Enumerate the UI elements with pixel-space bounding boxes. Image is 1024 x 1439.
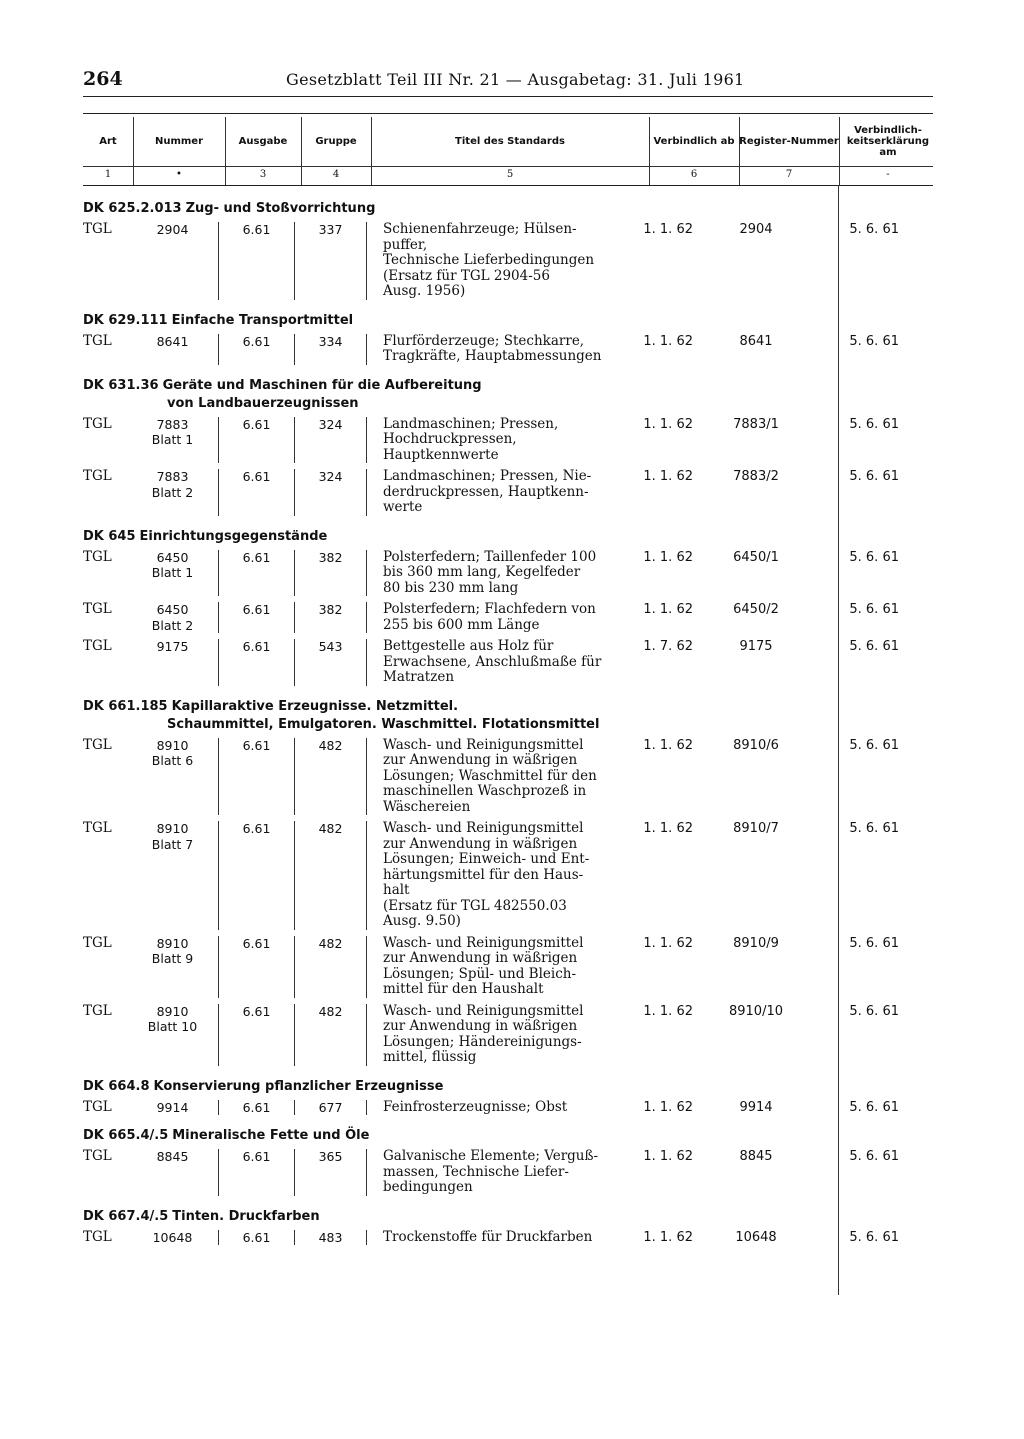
cell-titel: Wasch- und Reinigungsmittel zur Anwendung in wäßrigen Lösungen; Spül- und Bleich- mittel für den Haushalt xyxy=(383,934,584,997)
cell-register: 2904 xyxy=(739,222,773,237)
table-row xyxy=(83,932,938,1000)
col-erklaerung-number: - xyxy=(886,169,890,180)
cell-art: TGL xyxy=(83,1002,112,1019)
col-erklaerung-header: Verbindlich-keitserklärung am xyxy=(846,124,930,158)
cell-art: TGL xyxy=(83,1098,112,1115)
dk-section xyxy=(83,367,938,518)
cell-ausgabe: 6.61 xyxy=(219,1004,295,1066)
cell-verbindlich: 1. 1. 62 xyxy=(643,469,693,484)
dk-title: Einfache Transportmittel xyxy=(171,312,354,328)
cell-nummer: 8641 xyxy=(127,334,219,365)
table-row xyxy=(83,413,938,466)
cell-gruppe: 482 xyxy=(295,821,367,930)
dk-section xyxy=(83,1068,938,1118)
table-header-bottom-rule xyxy=(83,185,933,186)
cell-titel: Polsterfedern; Flachfedern von 255 bis 600 mm Länge xyxy=(383,601,596,633)
table-row xyxy=(83,598,938,635)
dk-title: Zug- und Stoßvorrichtung xyxy=(185,201,376,216)
cell-verbindlich: 1. 1. 62 xyxy=(643,821,693,836)
cell-erklaerung: 5. 6. 61 xyxy=(849,1099,899,1115)
cell-nummer: 7883 Blatt 1 xyxy=(127,417,219,464)
table-row xyxy=(83,330,938,367)
dk-heading xyxy=(83,190,938,218)
cell-art: TGL xyxy=(83,548,112,565)
table-body xyxy=(83,190,938,1247)
table-row xyxy=(83,218,938,302)
dk-title: Konservierung pflanzlicher Erzeugnisse xyxy=(153,1078,444,1094)
col-verbindlich-header: Verbindlich ab xyxy=(653,135,735,147)
cell-register: 8845 xyxy=(739,1149,773,1164)
dk-number: DK 625.2.013 xyxy=(83,201,182,216)
cell-nummer: 7883 Blatt 2 xyxy=(127,469,219,516)
cell-ausgabe: 6.61 xyxy=(219,821,295,930)
cell-art: TGL xyxy=(83,468,112,484)
cell-titel: Bettgestelle aus Holz für Erwachsene, Anschlußmaße für Matratzen xyxy=(383,638,602,685)
cell-register: 7883/2 xyxy=(733,469,779,484)
table-row xyxy=(83,635,938,688)
cell-nummer: 6450 Blatt 1 xyxy=(127,550,219,597)
table-row xyxy=(83,1000,938,1068)
dk-heading xyxy=(83,688,938,734)
cell-ausgabe: 6.61 xyxy=(219,602,295,633)
cell-art: TGL xyxy=(83,820,112,836)
dk-title-continued: Schaummittel, Emulgatoren. Waschmittel. Flotationsmittel xyxy=(167,716,600,732)
cell-verbindlich: 1. 1. 62 xyxy=(643,1229,693,1245)
cell-gruppe: 334 xyxy=(295,334,367,365)
cell-verbindlich: 1. 7. 62 xyxy=(643,639,693,654)
cell-titel: Trockenstoffe für Druckfarben xyxy=(383,1228,593,1245)
cell-erklaerung: 5. 6. 61 xyxy=(849,821,899,836)
cell-art: TGL xyxy=(83,221,112,237)
cell-nummer: 6450 Blatt 2 xyxy=(127,602,219,633)
cell-erklaerung: 5. 6. 61 xyxy=(849,416,899,432)
cell-titel: Landmaschinen; Pressen, Hochdruckpressen, Hauptkennwerte xyxy=(383,415,559,463)
table-row xyxy=(83,817,938,932)
cell-verbindlich: 1. 1. 62 xyxy=(643,1149,693,1164)
cell-nummer: 9914 xyxy=(127,1100,219,1116)
cell-register: 8641 xyxy=(739,333,773,349)
cell-erklaerung: 5. 6. 61 xyxy=(849,602,899,617)
cell-erklaerung: 5. 6. 61 xyxy=(849,639,899,654)
cell-erklaerung: 5. 6. 61 xyxy=(849,469,899,484)
cell-verbindlich: 1. 1. 62 xyxy=(643,935,693,951)
dk-section xyxy=(83,518,938,688)
cell-erklaerung: 5. 6. 61 xyxy=(849,333,899,349)
dk-title: Mineralische Fette und Öle xyxy=(172,1128,370,1143)
table-header xyxy=(83,117,938,187)
cell-verbindlich: 1. 1. 62 xyxy=(643,737,693,753)
dk-title: Kapillaraktive Erzeugnisse. Netzmittel. xyxy=(171,698,459,714)
dk-section xyxy=(83,190,938,302)
cell-register: 7883/1 xyxy=(733,416,779,432)
dk-number: DK 645 xyxy=(83,528,136,544)
col-nummer-number: • xyxy=(176,169,182,180)
dk-section xyxy=(83,1198,938,1248)
cell-register: 6450/2 xyxy=(733,602,779,617)
cell-gruppe: 365 xyxy=(295,1149,367,1196)
dk-section xyxy=(83,688,938,1068)
cell-register: 8910/6 xyxy=(733,737,779,753)
dk-title-continued: von Landbauerzeugnissen xyxy=(167,395,359,411)
dk-number: DK 631.36 xyxy=(83,377,159,393)
cell-gruppe: 337 xyxy=(295,222,367,300)
cell-nummer: 9175 xyxy=(127,639,219,686)
cell-titel: Galvanische Elemente; Verguß- massen, Technische Liefer- bedingungen xyxy=(383,1148,599,1195)
cell-verbindlich: 1. 1. 62 xyxy=(643,602,693,617)
page-header xyxy=(83,68,933,98)
cell-ausgabe: 6.61 xyxy=(219,222,295,300)
table-row xyxy=(83,546,938,599)
cell-erklaerung: 5. 6. 61 xyxy=(849,1003,899,1019)
cell-titel: Polsterfedern; Taillenfeder 100 bis 360 mm lang, Kegelfeder 80 bis 230 mm lang xyxy=(383,548,597,596)
cell-nummer: 8845 xyxy=(127,1149,219,1196)
cell-register: 8910/9 xyxy=(733,935,779,951)
dk-heading xyxy=(83,367,938,413)
col-art-number: 1 xyxy=(104,169,112,180)
cell-register: 8910/10 xyxy=(728,1003,783,1019)
header-rule xyxy=(83,96,933,97)
table-row xyxy=(83,1145,938,1198)
cell-verbindlich: 1. 1. 62 xyxy=(643,333,693,349)
dk-title: Geräte und Maschinen für die Aufbereitung xyxy=(162,377,482,393)
cell-erklaerung: 5. 6. 61 xyxy=(849,935,899,951)
cell-gruppe: 382 xyxy=(295,602,367,633)
col-titel-header: Titel des Standards xyxy=(455,135,565,147)
dk-section xyxy=(83,302,938,367)
cell-nummer: 8910 Blatt 6 xyxy=(127,738,219,816)
cell-titel: Wasch- und Reinigungsmittel zur Anwendung in wäßrigen Lösungen; Waschmittel für den maschinellen Waschprozeß in Wäschereien xyxy=(383,736,597,815)
table-row xyxy=(83,734,938,818)
dk-number: DK 665.4/.5 xyxy=(83,1128,169,1143)
cell-erklaerung: 5. 6. 61 xyxy=(849,1229,899,1245)
cell-titel: Flurförderzeuge; Stechkarre, Tragkräfte, Hauptabmessungen xyxy=(383,332,602,364)
running-head: Gesetzblatt Teil III Nr. 21 — Ausgabetag: 31. Juli 1961 xyxy=(286,70,745,89)
col-nummer-header: Nummer xyxy=(154,135,204,147)
cell-titel: Schienenfahrzeuge; Hülsen- puffer, Technische Lieferbedingungen (Ersatz für TGL 2904-56 Ausg. 1956) xyxy=(383,221,595,299)
cell-nummer: 2904 xyxy=(127,222,219,300)
cell-art: TGL xyxy=(83,934,112,951)
cell-verbindlich: 1. 1. 62 xyxy=(643,549,693,565)
cell-gruppe: 482 xyxy=(295,1004,367,1066)
cell-art: TGL xyxy=(83,736,112,753)
cell-ausgabe: 6.61 xyxy=(219,550,295,597)
cell-art: TGL xyxy=(83,332,112,349)
table-row xyxy=(83,1096,938,1118)
cell-ausgabe: 6.61 xyxy=(219,469,295,516)
cell-art: TGL xyxy=(83,415,112,432)
cell-register: 10648 xyxy=(735,1229,777,1245)
cell-ausgabe: 6.61 xyxy=(219,1100,295,1116)
cell-gruppe: 324 xyxy=(295,417,367,464)
dk-number: DK 667.4/.5 xyxy=(83,1208,169,1224)
cell-gruppe: 382 xyxy=(295,550,367,597)
cell-erklaerung: 5. 6. 61 xyxy=(849,1149,899,1164)
dk-heading xyxy=(83,1068,938,1096)
cell-erklaerung: 5. 6. 61 xyxy=(849,222,899,237)
dk-title: Tinten. Druckfarben xyxy=(172,1208,320,1224)
table-row xyxy=(83,1226,938,1248)
cell-erklaerung: 5. 6. 61 xyxy=(849,549,899,565)
cell-ausgabe: 6.61 xyxy=(219,936,295,998)
cell-gruppe: 677 xyxy=(295,1100,367,1116)
cell-art: TGL xyxy=(83,1148,112,1164)
col-gruppe-header: Gruppe xyxy=(315,135,357,147)
cell-ausgabe: 6.61 xyxy=(219,334,295,365)
dk-heading xyxy=(83,1117,938,1145)
cell-register: 6450/1 xyxy=(733,549,779,565)
dk-title: Einrichtungsgegenstände xyxy=(139,528,328,544)
cell-gruppe: 543 xyxy=(295,639,367,686)
dk-section xyxy=(83,1117,938,1198)
cell-nummer: 8910 Blatt 10 xyxy=(127,1004,219,1066)
cell-nummer: 8910 Blatt 9 xyxy=(127,936,219,998)
col-ausgabe-header: Ausgabe xyxy=(238,135,288,147)
page-number: 264 xyxy=(83,68,123,90)
cell-nummer: 10648 xyxy=(127,1230,219,1246)
col-gruppe-number: 4 xyxy=(332,169,340,180)
cell-ausgabe: 6.61 xyxy=(219,639,295,686)
cell-nummer: 8910 Blatt 7 xyxy=(127,821,219,930)
table-top-rule xyxy=(83,113,933,114)
cell-art: TGL xyxy=(83,638,112,654)
dk-heading xyxy=(83,518,938,546)
cell-art: TGL xyxy=(83,601,112,617)
cell-erklaerung: 5. 6. 61 xyxy=(849,737,899,753)
col-art-header: Art xyxy=(99,135,117,147)
dk-number: DK 629.111 xyxy=(83,312,168,328)
col-register-header: Register-Nummer xyxy=(739,135,839,147)
cell-gruppe: 482 xyxy=(295,936,367,998)
cell-register: 9914 xyxy=(739,1099,773,1115)
cell-art: TGL xyxy=(83,1228,112,1245)
col-verbindlich-number: 6 xyxy=(690,169,698,180)
cell-titel: Wasch- und Reinigungsmittel zur Anwendung in wäßrigen Lösungen; Händereinigungs- mittel, flüssig xyxy=(383,1002,584,1065)
cell-gruppe: 324 xyxy=(295,469,367,516)
cell-ausgabe: 6.61 xyxy=(219,738,295,816)
cell-titel: Landmaschinen; Pressen, Nie- derdruckpressen, Hauptkenn- werte xyxy=(383,468,592,515)
cell-titel: Wasch- und Reinigungsmittel zur Anwendung in wäßrigen Lösungen; Einweich- und Ent- härtungsmittel für den Haus- halt (Ersatz für TGL 482550.03 Ausg. 9.50) xyxy=(383,820,590,929)
cell-ausgabe: 6.61 xyxy=(219,417,295,464)
col-register-number: 7 xyxy=(785,169,793,180)
cell-ausgabe: 6.61 xyxy=(219,1230,295,1246)
cell-gruppe: 482 xyxy=(295,738,367,816)
cell-titel: Feinfrosterzeugnisse; Obst xyxy=(383,1098,568,1115)
cell-verbindlich: 1. 1. 62 xyxy=(643,1003,693,1019)
cell-register: 8910/7 xyxy=(733,821,779,836)
cell-register: 9175 xyxy=(739,639,773,654)
dk-number: DK 661.185 xyxy=(83,698,168,714)
col-ausgabe-number: 3 xyxy=(259,169,267,180)
dk-heading xyxy=(83,1198,938,1226)
cell-verbindlich: 1. 1. 62 xyxy=(643,1099,693,1115)
dk-number: DK 664.8 xyxy=(83,1078,150,1094)
cell-ausgabe: 6.61 xyxy=(219,1149,295,1196)
cell-verbindlich: 1. 1. 62 xyxy=(643,222,693,237)
dk-heading xyxy=(83,302,938,330)
cell-verbindlich: 1. 1. 62 xyxy=(643,416,693,432)
cell-gruppe: 483 xyxy=(295,1230,367,1246)
col-titel-number: 5 xyxy=(506,169,514,180)
table-row xyxy=(83,465,938,518)
